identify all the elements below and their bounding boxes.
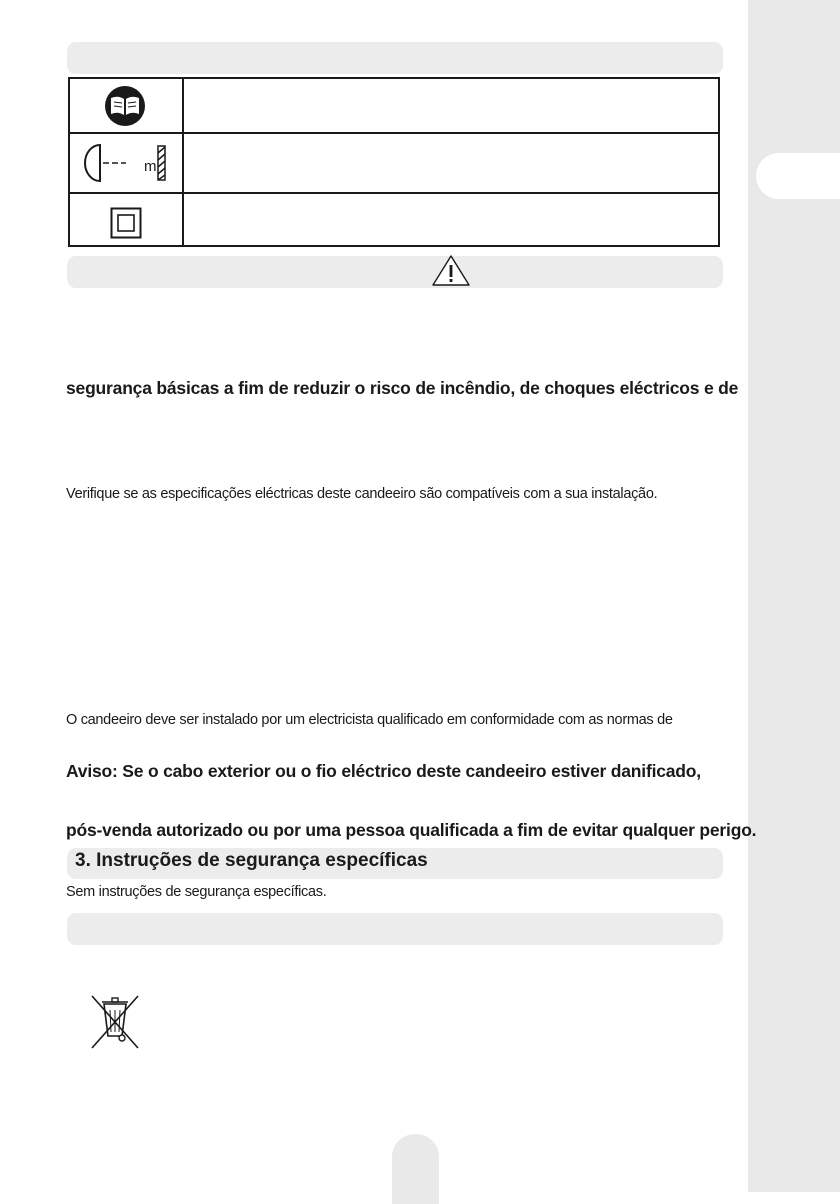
cable-warning-line: pós-venda autorizado ou por uma pessoa qualificada a fim de evitar qualquer perigo. xyxy=(66,820,757,840)
read-manual-icon xyxy=(102,85,148,127)
table-divider xyxy=(70,192,718,194)
table-divider xyxy=(182,79,184,245)
specific-safety-section-header xyxy=(67,848,723,879)
class-ii-double-insulation-icon xyxy=(110,207,142,239)
language-tab xyxy=(756,153,840,199)
installation-text: O candeeiro deve ser instalado por um electricista qualificado em conformidade com as normas de xyxy=(66,712,673,728)
symbols-section-header xyxy=(67,42,723,74)
page-number-tab xyxy=(392,1134,439,1204)
lamp-distance-icon xyxy=(82,142,172,184)
safety-intro-line: segurança básicas a fim de reduzir o risco de incêndio, de choques eléctricos e de xyxy=(66,378,739,398)
table-divider xyxy=(70,132,718,134)
crossed-out-wheelie-bin-icon xyxy=(88,992,144,1052)
safety-section-header xyxy=(67,256,723,288)
distance-unit: m xyxy=(144,158,157,175)
specific-safety-title: 3. Instruções de segurança específicas xyxy=(75,850,428,871)
environment-section-header xyxy=(67,913,723,945)
symbols-table xyxy=(68,77,720,247)
verify-specifications-text: Verifique se as especificações eléctricas deste candeeiro são compatíveis com a sua instalação. xyxy=(66,486,658,502)
cable-warning-line: Aviso: Se o cabo exterior ou o fio eléctrico deste candeeiro estiver danificado, xyxy=(66,761,701,781)
specific-safety-body: Sem instruções de segurança específicas. xyxy=(66,884,327,900)
warning-triangle-icon xyxy=(431,254,471,288)
